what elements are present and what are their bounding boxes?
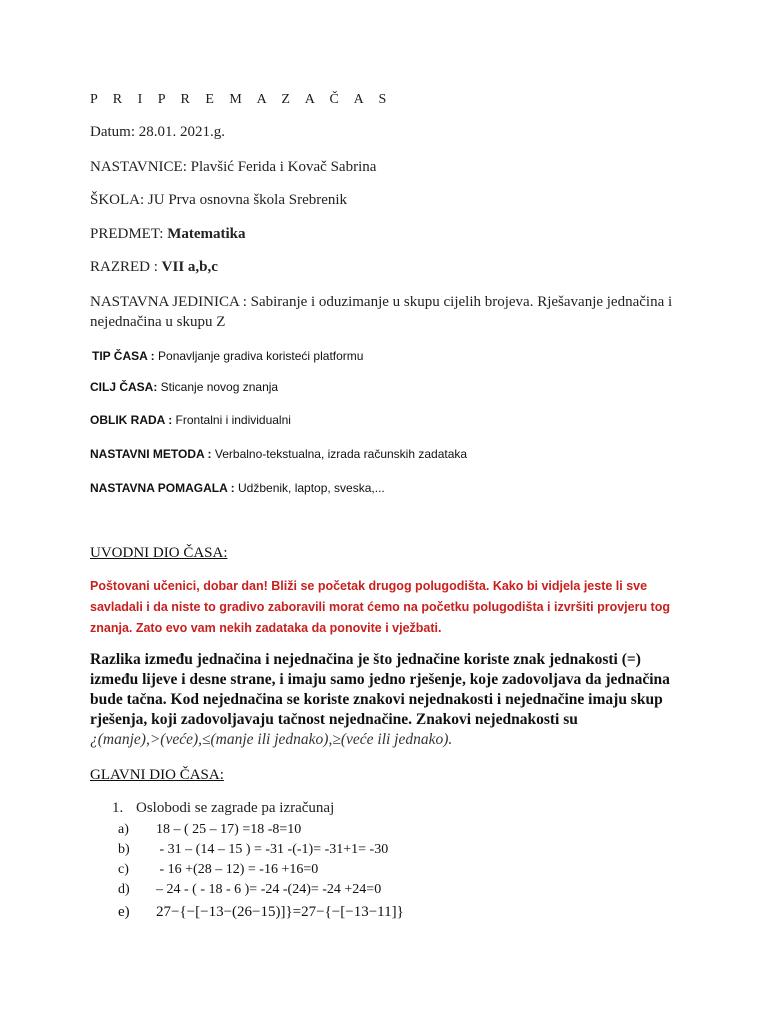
- item-label: c): [118, 862, 129, 877]
- class-line: [90, 259, 218, 276]
- subject-line: [90, 226, 246, 243]
- item-expression: - 16 +(28 – 12) = -16 +16=0: [156, 862, 319, 877]
- school-line: ŠKOLA: JU Prva osnovna škola Srebrenik: [90, 192, 348, 208]
- subject-value: Matematika: [167, 226, 246, 242]
- intro-heading: UVODNI DIO ČASA:: [90, 545, 228, 561]
- class-label: RAZRED :: [90, 259, 162, 275]
- task-item-c: [118, 862, 318, 878]
- item-expression: - 31 – (14 – 15 ) = -31 -(-1)= -31+1= -30: [156, 842, 389, 857]
- aids-line: [90, 481, 385, 495]
- task-item-e: [118, 904, 404, 921]
- lesson-goal-line: [90, 380, 278, 394]
- inequality-signs: ¿(manje),>(veće),≤(manje ili jednako),≥(veće ili jednako).: [90, 731, 453, 748]
- task-item-b: [118, 842, 388, 858]
- lesson-goal-label: CILJ ČASA:: [90, 380, 161, 394]
- lesson-type-line: [92, 349, 363, 363]
- task-1: [112, 800, 334, 817]
- work-form-value: Frontalni i individualni: [175, 413, 291, 427]
- method-value: Verbalno-tekstualna, izrada računskih zadataka: [214, 447, 468, 461]
- aids-value: Udžbenik, laptop, sveska,...: [238, 481, 385, 495]
- item-label: b): [118, 842, 130, 857]
- work-form-line: [90, 413, 291, 427]
- task-number: 1.: [112, 800, 124, 816]
- method-line: [90, 447, 467, 461]
- teaching-unit: NASTAVNA JEDINICA : Sabiranje i oduzimanje u skupu cijelih brojeva. Rješavanje jednačina i nejednačina u skupu Z: [90, 294, 673, 330]
- task-item-a: [118, 822, 301, 838]
- item-expression: – 24 - ( - 18 - 6 )= -24 -(24)= -24 +24=0: [156, 882, 382, 897]
- task-text: Oslobodi se zagrade pa izračunaj: [136, 800, 335, 816]
- subject-label: PREDMET:: [90, 226, 168, 242]
- aids-label: NASTAVNA POMAGALA :: [90, 481, 238, 495]
- item-expression: 18 – ( 25 – 17) =18 -8=10: [156, 822, 302, 837]
- task-item-d: [118, 882, 381, 898]
- item-label: a): [118, 822, 129, 837]
- equations-explanation: [90, 650, 690, 750]
- intro-greeting: Poštovani učenici, dobar dan! Bliži se početak drugog polugodišta. Kako bi vidjela jeste li sve savladali i da niste to gradivo zaboravili morat ćemo na početku polugodišta i izvršiti provjeru tog znanja. Zato evo vam nekih zadataka da ponovite i vježbati.: [90, 579, 670, 635]
- item-label: d): [118, 882, 130, 897]
- item-label: e): [118, 904, 130, 920]
- class-value: VII a,b,c: [161, 259, 218, 275]
- item-expression: 27−{−[−13−(26−15)]}=27−{−[−13−11]}: [156, 904, 404, 920]
- teachers-line: NASTAVNICE: Plavšić Ferida i Kovač Sabrina: [90, 159, 377, 175]
- explanation-text: Razlika između jednačina i nejednačina je što jednačine koriste znak jednakosti (=) između lijeve i desne strane, i imaju samo jedno rješenje, koje zadovoljava da jednačina bude tačna. Kod nejednačina se koriste znakovi nejednakosti i nejednačine imaju skup rješenja, koji zadovoljavaju tačnost nejednačine. Znakovi nejednakosti su: [90, 651, 670, 728]
- method-label: NASTAVNI METODA :: [90, 447, 215, 461]
- page-title: P R I P R E M A Z A Č A S: [90, 92, 393, 107]
- date-line: Datum: 28.01. 2021.g.: [90, 124, 225, 140]
- lesson-goal-value: Sticanje novog znanja: [160, 380, 279, 394]
- work-form-label: OBLIK RADA :: [90, 413, 176, 427]
- lesson-type-label: TIP ČASA :: [92, 349, 159, 363]
- lesson-type-value: Ponavljanje gradiva koristeći platformu: [158, 349, 364, 363]
- main-heading: GLAVNI DIO ČASA:: [90, 767, 224, 783]
